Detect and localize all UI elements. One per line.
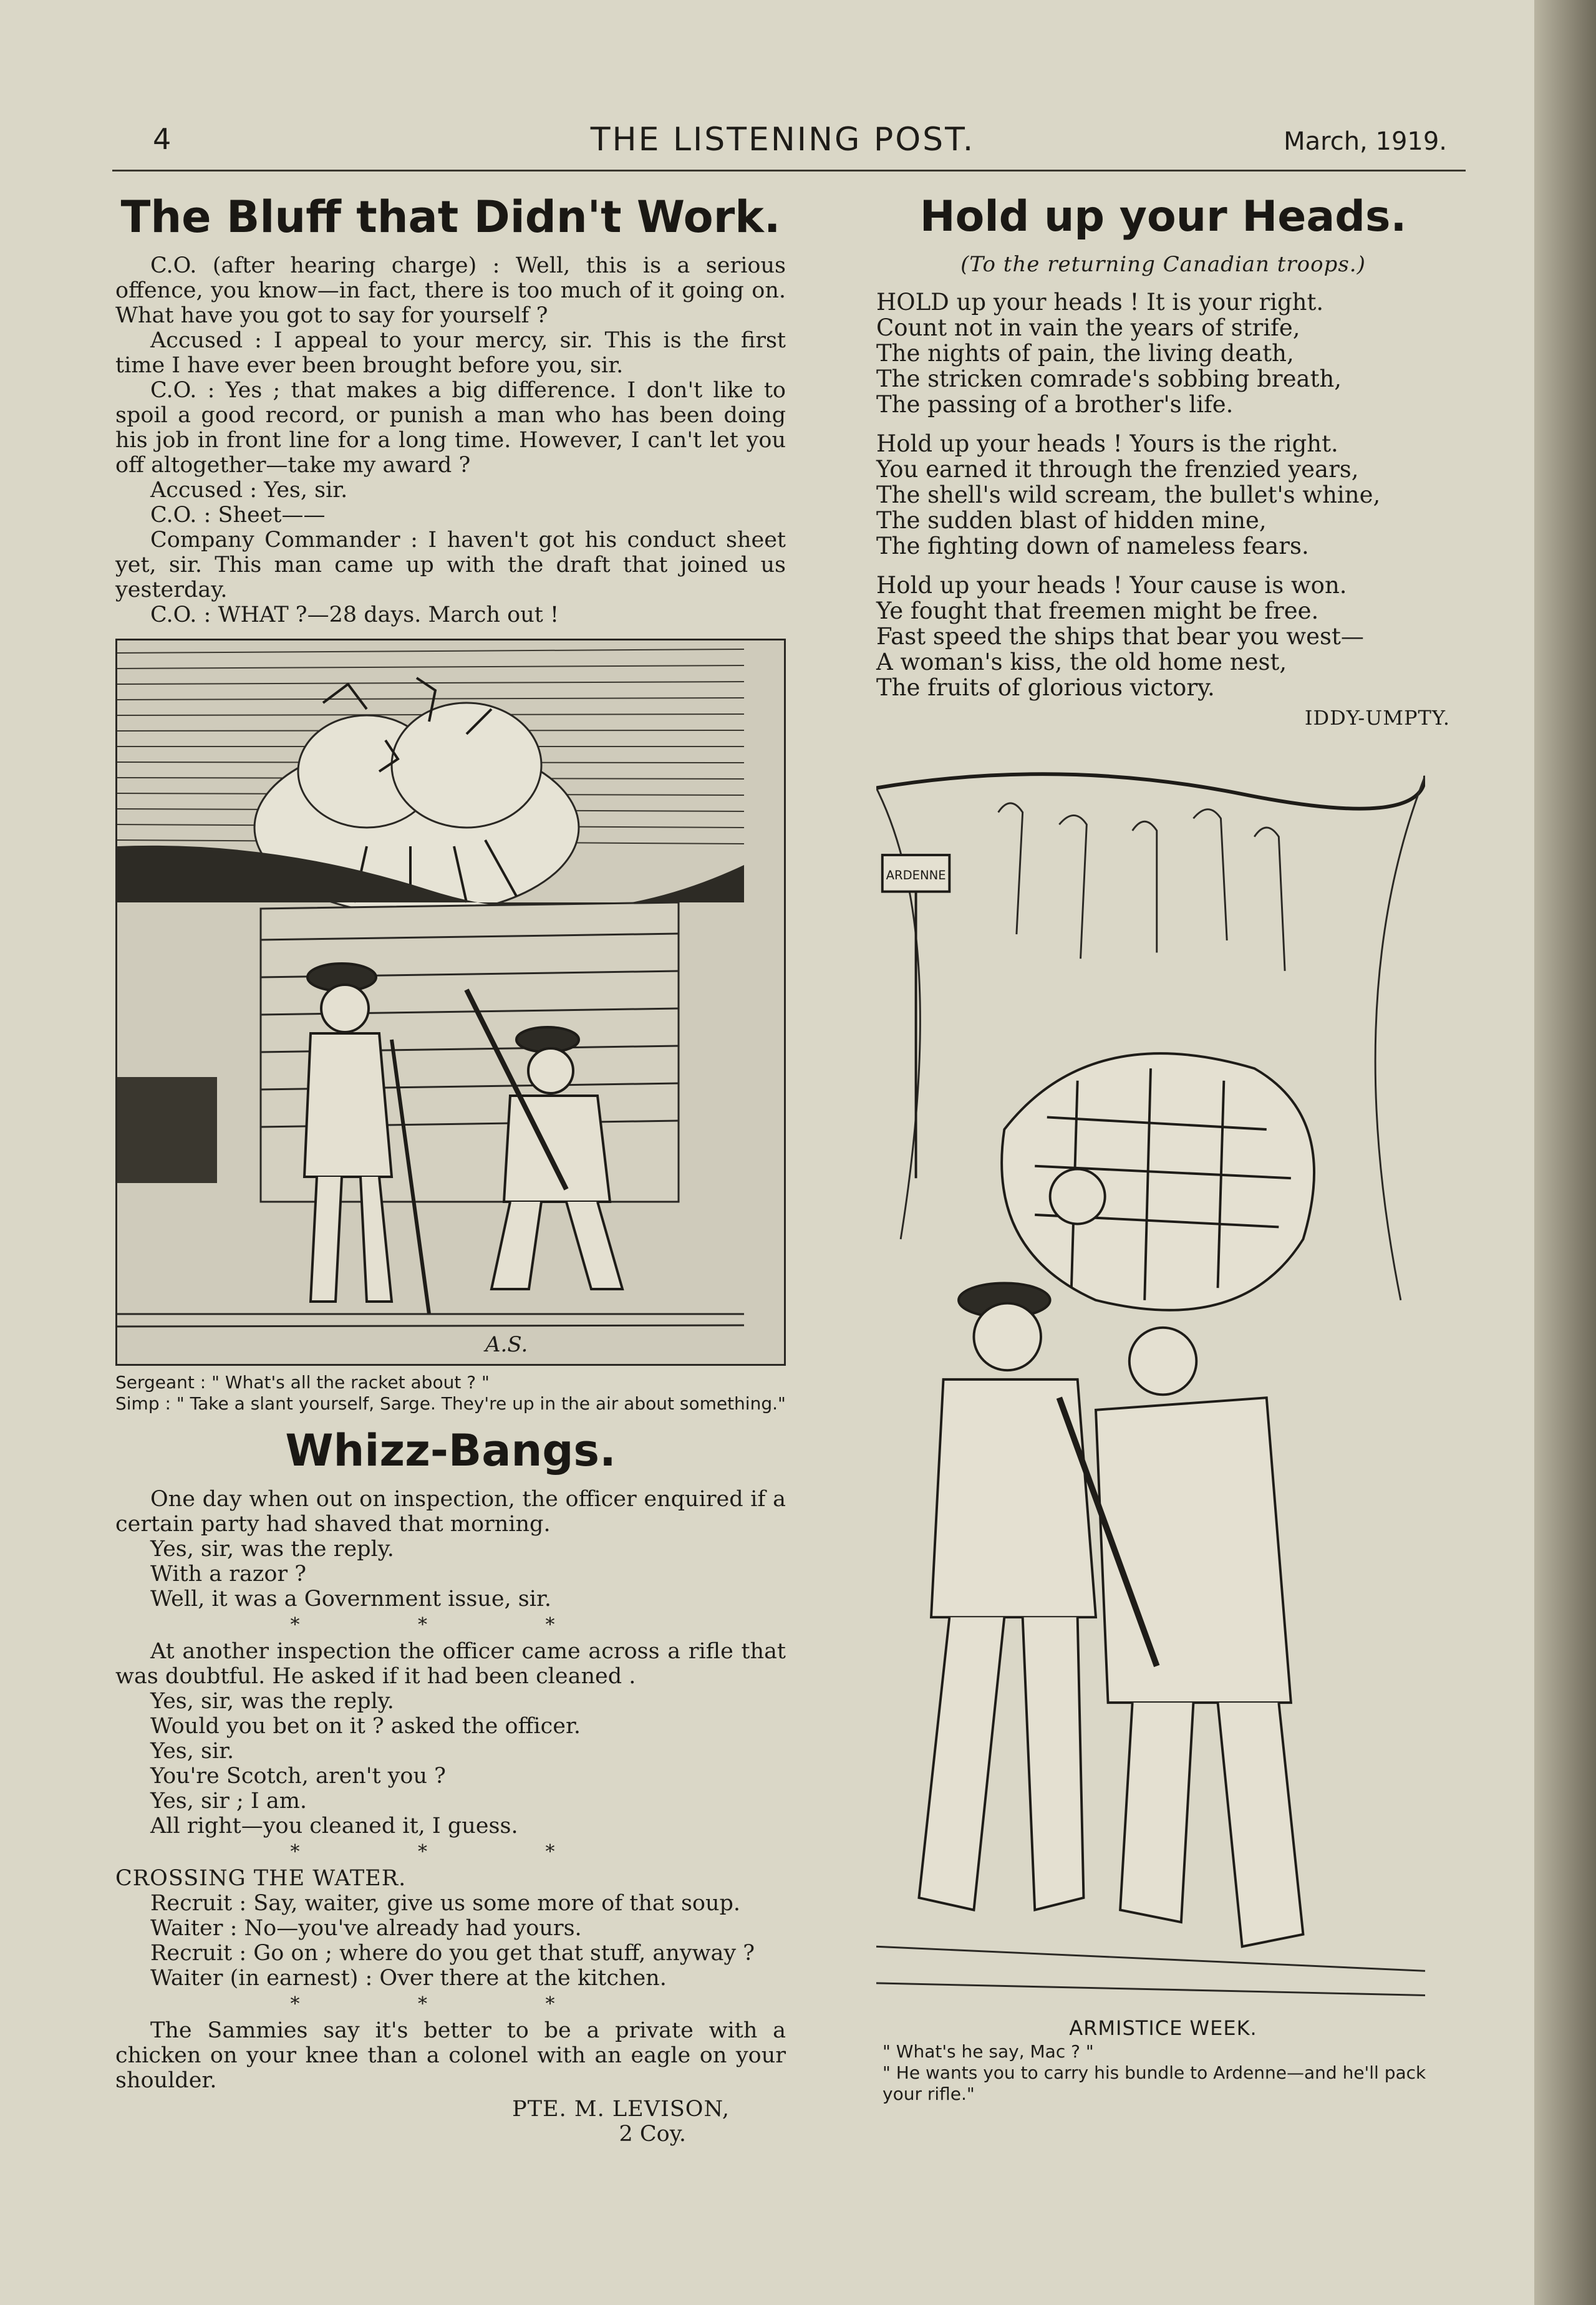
poem-body (876, 289, 1450, 730)
publication-title: THE LISTENING POST. (590, 121, 975, 158)
bluff-line: C.O. (after hearing charge) : Well, this is a serious offence, you know—in fact, there is too much of it going on. What have you got to say for yourself ? (115, 253, 786, 328)
poem-line: You earned it through the frenzied years, (876, 456, 1359, 483)
whizz-line: All right—you cleaned it, I guess. (150, 1814, 518, 1839)
trench-cartoon (115, 639, 786, 1366)
cartoon-signature: A.S. (485, 1332, 528, 1357)
poem-line: The nights of pain, the living death, (876, 340, 1294, 367)
armistice-title: ARMISTICE WEEK. (1069, 2016, 1257, 2040)
poem-line: The fighting down of nameless fears. (876, 533, 1309, 559)
whizz-title: Whizz-Bangs. (285, 1425, 616, 1476)
poem-line: Fast speed the ships that bear you west— (876, 623, 1364, 650)
page-header (112, 116, 1453, 166)
caption-line: " What's he say, Mac ? " (883, 2041, 1094, 2062)
bluff-line: Accused : I appeal to your mercy, sir. This is the first time I have ever been brought before you, sir. (115, 328, 786, 378)
bluff-line: C.O. : Yes ; that makes a big difference. I don't like to spoil a good record, or punish a man who has been doing his job in front line for a long time. However, I can't let you off altogether—take my award ? (115, 378, 786, 478)
poem-line: Count not in vain the years of strife, (876, 314, 1300, 341)
poem-line: The stricken comrade's sobbing breath, (876, 365, 1342, 392)
bluff-line: C.O. : Sheet—— (150, 503, 326, 528)
bluff-line: Company Commander : I haven't got his conduct sheet yet, sir. This man came up with the draft that joined us yesterday. (115, 528, 786, 602)
poem-line: HOLD up your heads ! It is your right. (876, 289, 1324, 316)
whizz-line: Recruit : Say, waiter, give us some more of that soup. (150, 1891, 741, 1916)
whizz-line: At another inspection the officer came across a rifle that was doubtful. He asked if it had been cleaned . (115, 1639, 786, 1689)
right-column (876, 187, 1450, 2105)
whizz-line: You're Scotch, aren't you ? (150, 1764, 446, 1789)
poem-line: Ye fought that freemen might be free. (876, 597, 1319, 624)
trench-cartoon-drawing (117, 640, 744, 1364)
bluff-line: C.O. : WHAT ?—28 days. March out ! (150, 602, 559, 627)
whizz-line: One day when out on inspection, the officer enquired if a certain party had shaved that morning. (115, 1487, 786, 1537)
header-rule (112, 170, 1466, 172)
poem-stanza (876, 289, 1450, 417)
whizz-line: The Sammies say it's better to be a private with a chicken on your knee than a colonel with an eagle on your shoulder. (115, 2018, 786, 2093)
armistice-caption (876, 2041, 1450, 2105)
section-separator: * * * (290, 1614, 611, 1636)
issue-date: March, 1919. (1284, 127, 1447, 156)
left-column (115, 187, 786, 2147)
whizz-line: Yes, sir, was the reply. (150, 1689, 394, 1714)
poem-stanza (876, 431, 1450, 559)
caption-line: Simp : " Take a slant yourself, Sarge. They're up in the air about something." (115, 1393, 786, 1414)
whizz-line: Yes, sir. (150, 1739, 235, 1764)
poem-line: The sudden blast of hidden mine, (876, 507, 1267, 534)
poem-subtitle: (To the returning Canadian troops.) (960, 252, 1366, 277)
whizz-line: Yes, sir, was the reply. (150, 1537, 394, 1562)
poem-line: Hold up your heads ! Your cause is won. (876, 572, 1347, 599)
whizz-line: With a razor ? (150, 1562, 307, 1587)
page-binding-edge (1534, 0, 1596, 2305)
caption-line: Sergeant : " What's all the racket about ? " (115, 1372, 490, 1393)
trench-cartoon-caption (115, 1372, 786, 1414)
whizz-line: Would you bet on it ? asked the officer. (150, 1714, 581, 1739)
poem-line: The fruits of glorious victory. (876, 674, 1215, 701)
whizz-line: Recruit : Go on ; where do you get that stuff, anyway ? (150, 1941, 755, 1966)
whizz-line: Waiter : No—you've already had yours. (150, 1916, 582, 1941)
section-separator: * * * (290, 1841, 611, 1863)
sign-text: ARDENNE (886, 868, 946, 883)
caption-line: " He wants you to carry his bundle to Ardenne—and he'll pack your rifle." (883, 2062, 1426, 2104)
bluff-line: Accused : Yes, sir. (150, 478, 348, 503)
whizz-article (115, 1487, 786, 2147)
bluff-article (115, 253, 786, 627)
poem-title: Hold up your Heads. (919, 192, 1407, 241)
armistice-cartoon-drawing (876, 743, 1425, 2065)
poem-line: Hold up your heads ! Yours is the right. (876, 430, 1338, 457)
poem-line: The shell's wild scream, the bullet's whine, (876, 481, 1381, 508)
poem-line: The passing of a brother's life. (876, 391, 1234, 418)
page-number: 4 (153, 122, 172, 156)
author-unit: 2 Coy. (619, 2122, 686, 2147)
poem-line: A woman's kiss, the old home nest, (876, 649, 1287, 675)
crossing-heading: CROSSING THE WATER. (115, 1866, 407, 1891)
section-separator: * * * (290, 1993, 611, 2015)
whizz-line: Waiter (in earnest) : Over there at the kitchen. (150, 1966, 667, 1991)
author-name: PTE. M. LEVISON, (512, 2097, 730, 2122)
poem-stanza (876, 573, 1450, 700)
poem-author: IDDY-UMPTY. (1304, 706, 1450, 730)
armistice-cartoon (876, 743, 1450, 2065)
whizz-line: Well, it was a Government issue, sir. (150, 1587, 551, 1612)
bluff-title: The Bluff that Didn't Work. (120, 191, 781, 243)
whizz-line: Yes, sir ; I am. (150, 1789, 307, 1814)
